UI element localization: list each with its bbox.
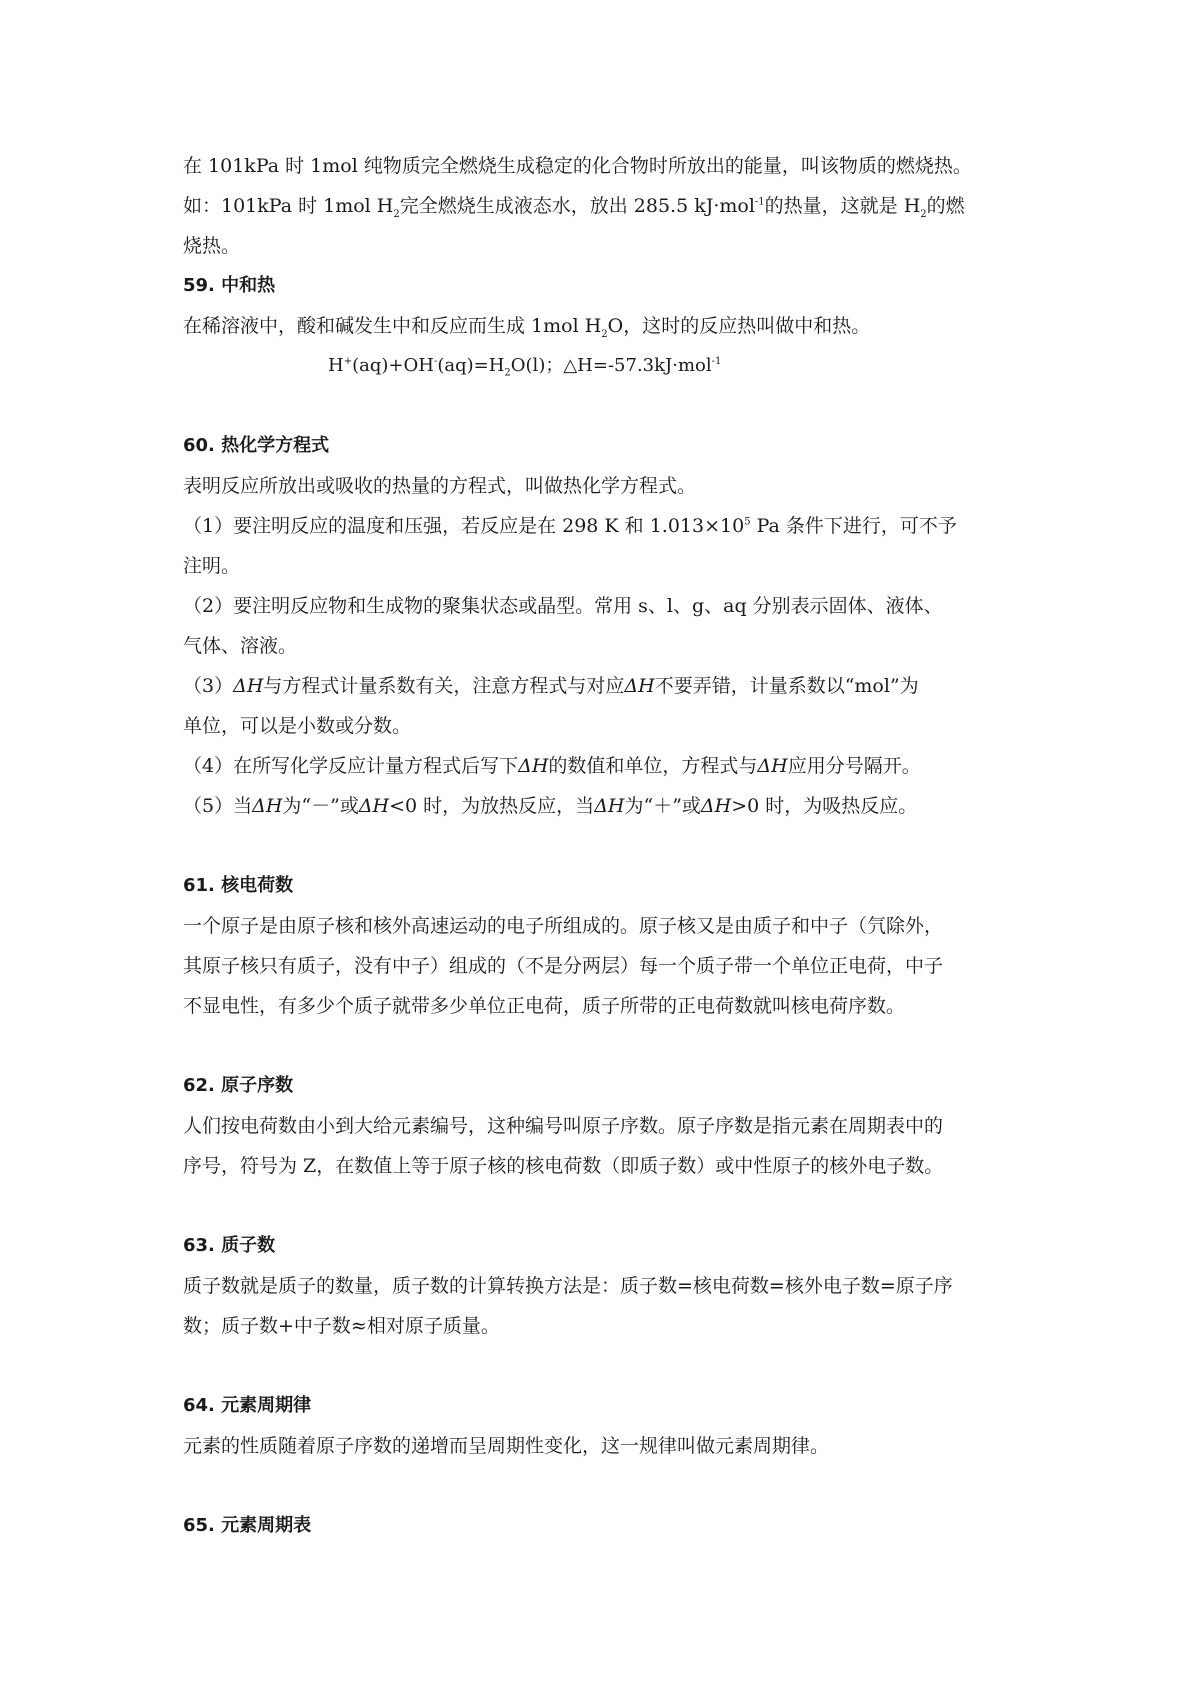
section-60-item-2-cont: 气体、溶液。	[183, 635, 298, 657]
section-59-definition: 在稀溶液中，酸和碱发生中和反应而生成 1mol $H_2O$，这时的反应热叫做中和热。	[183, 315, 871, 340]
section-60-item-3-cont: 单位，可以是小数或分数。	[183, 715, 412, 737]
section-64-heading: 64. 元素周期律	[183, 1395, 312, 1416]
section-65-heading: 65. 元素周期表	[183, 1515, 312, 1536]
combustion-heat-example-cont: 烧热。	[183, 235, 241, 257]
section-62-heading: 62. 原子序数	[183, 1075, 294, 1096]
section-62-line-1: 人们按电荷数由小到大给元素编号，这种编号叫原子序数。原子序数是指元素在周期表中的	[183, 1115, 944, 1137]
section-61-heading: 61. 核电荷数	[183, 875, 294, 896]
section-64-line-1: 元素的性质随着原子序数的递增而呈周期性变化，这一规律叫做元素周期律。	[183, 1435, 830, 1457]
section-62-line-2: 序号，符号为 Z，在数值上等于原子核的核电荷数（即质子数）或中性原子的核外电子数。	[183, 1155, 944, 1177]
section-59-heading: 59. 中和热	[183, 275, 276, 296]
section-60-item-5: （5）当ΔH为“－”或ΔH<0 时，为放热反应，当ΔH为“＋”或ΔH>0 时，为吸热反应。	[183, 795, 918, 817]
section-63-line-2: 数；质子数+中子数≈相对原子质量。	[183, 1315, 500, 1337]
document-content	[183, 146, 1025, 1546]
section-61-line-1: 一个原子是由原子核和核外高速运动的电子所组成的。原子核又是由质子和中子（氕除外，	[183, 915, 944, 937]
section-60-heading: 60. 热化学方程式	[183, 435, 330, 456]
section-60-item-1-cont: 注明。	[183, 555, 241, 577]
section-60-item-1: （1）要注明反应的温度和压强，若反应是在 298 K 和 $1.013\times 10^5$ Pa 条件下进行，可不予	[183, 515, 957, 537]
section-60-item-4: （4）在所写化学反应计量方程式后写下ΔH的数值和单位，方程式与ΔH应用分号隔开。	[183, 755, 921, 777]
section-63-heading: 63. 质子数	[183, 1235, 276, 1256]
neutralization-equation: $H^+(aq)+OH^-(aq)=H_2O(l)$；△H=-57.3kJ·mol$^{-1}$	[328, 355, 722, 379]
section-60-definition: 表明反应所放出或吸收的热量的方程式，叫做热化学方程式。	[183, 475, 697, 497]
section-60-item-3: （3）ΔH与方程式计量系数有关，注意方程式与对应ΔH不要弄错，计量系数以“mol”为	[183, 675, 919, 697]
section-61-line-3: 不显电性，有多少个质子就带多少单位正电荷，质子所带的正电荷数就叫核电荷序数。	[183, 995, 906, 1017]
section-63-line-1: 质子数就是质子的数量，质子数的计算转换方法是：质子数=核电荷数=核外电子数=原子序	[183, 1275, 953, 1297]
section-61-line-2: 其原子核只有质子，没有中子）组成的（不是分两层）每一个质子带一个单位正电荷，中子	[183, 955, 944, 977]
combustion-heat-definition: 在 101kPa 时 1mol 纯物质完全燃烧生成稳定的化合物时所放出的能量，叫该物质的燃烧热。	[183, 155, 972, 177]
combustion-heat-example: 如：101kPa 时 1mol $H_2$完全燃烧生成液态水，放出 285.5 kJ·mol$^{-1}$的热量，这就是 $H_2$的燃	[183, 195, 965, 220]
section-60-item-2: （2）要注明反应物和生成物的聚集状态或晶型。常用 s、l、g、aq 分别表示固体、液体、	[183, 595, 943, 617]
